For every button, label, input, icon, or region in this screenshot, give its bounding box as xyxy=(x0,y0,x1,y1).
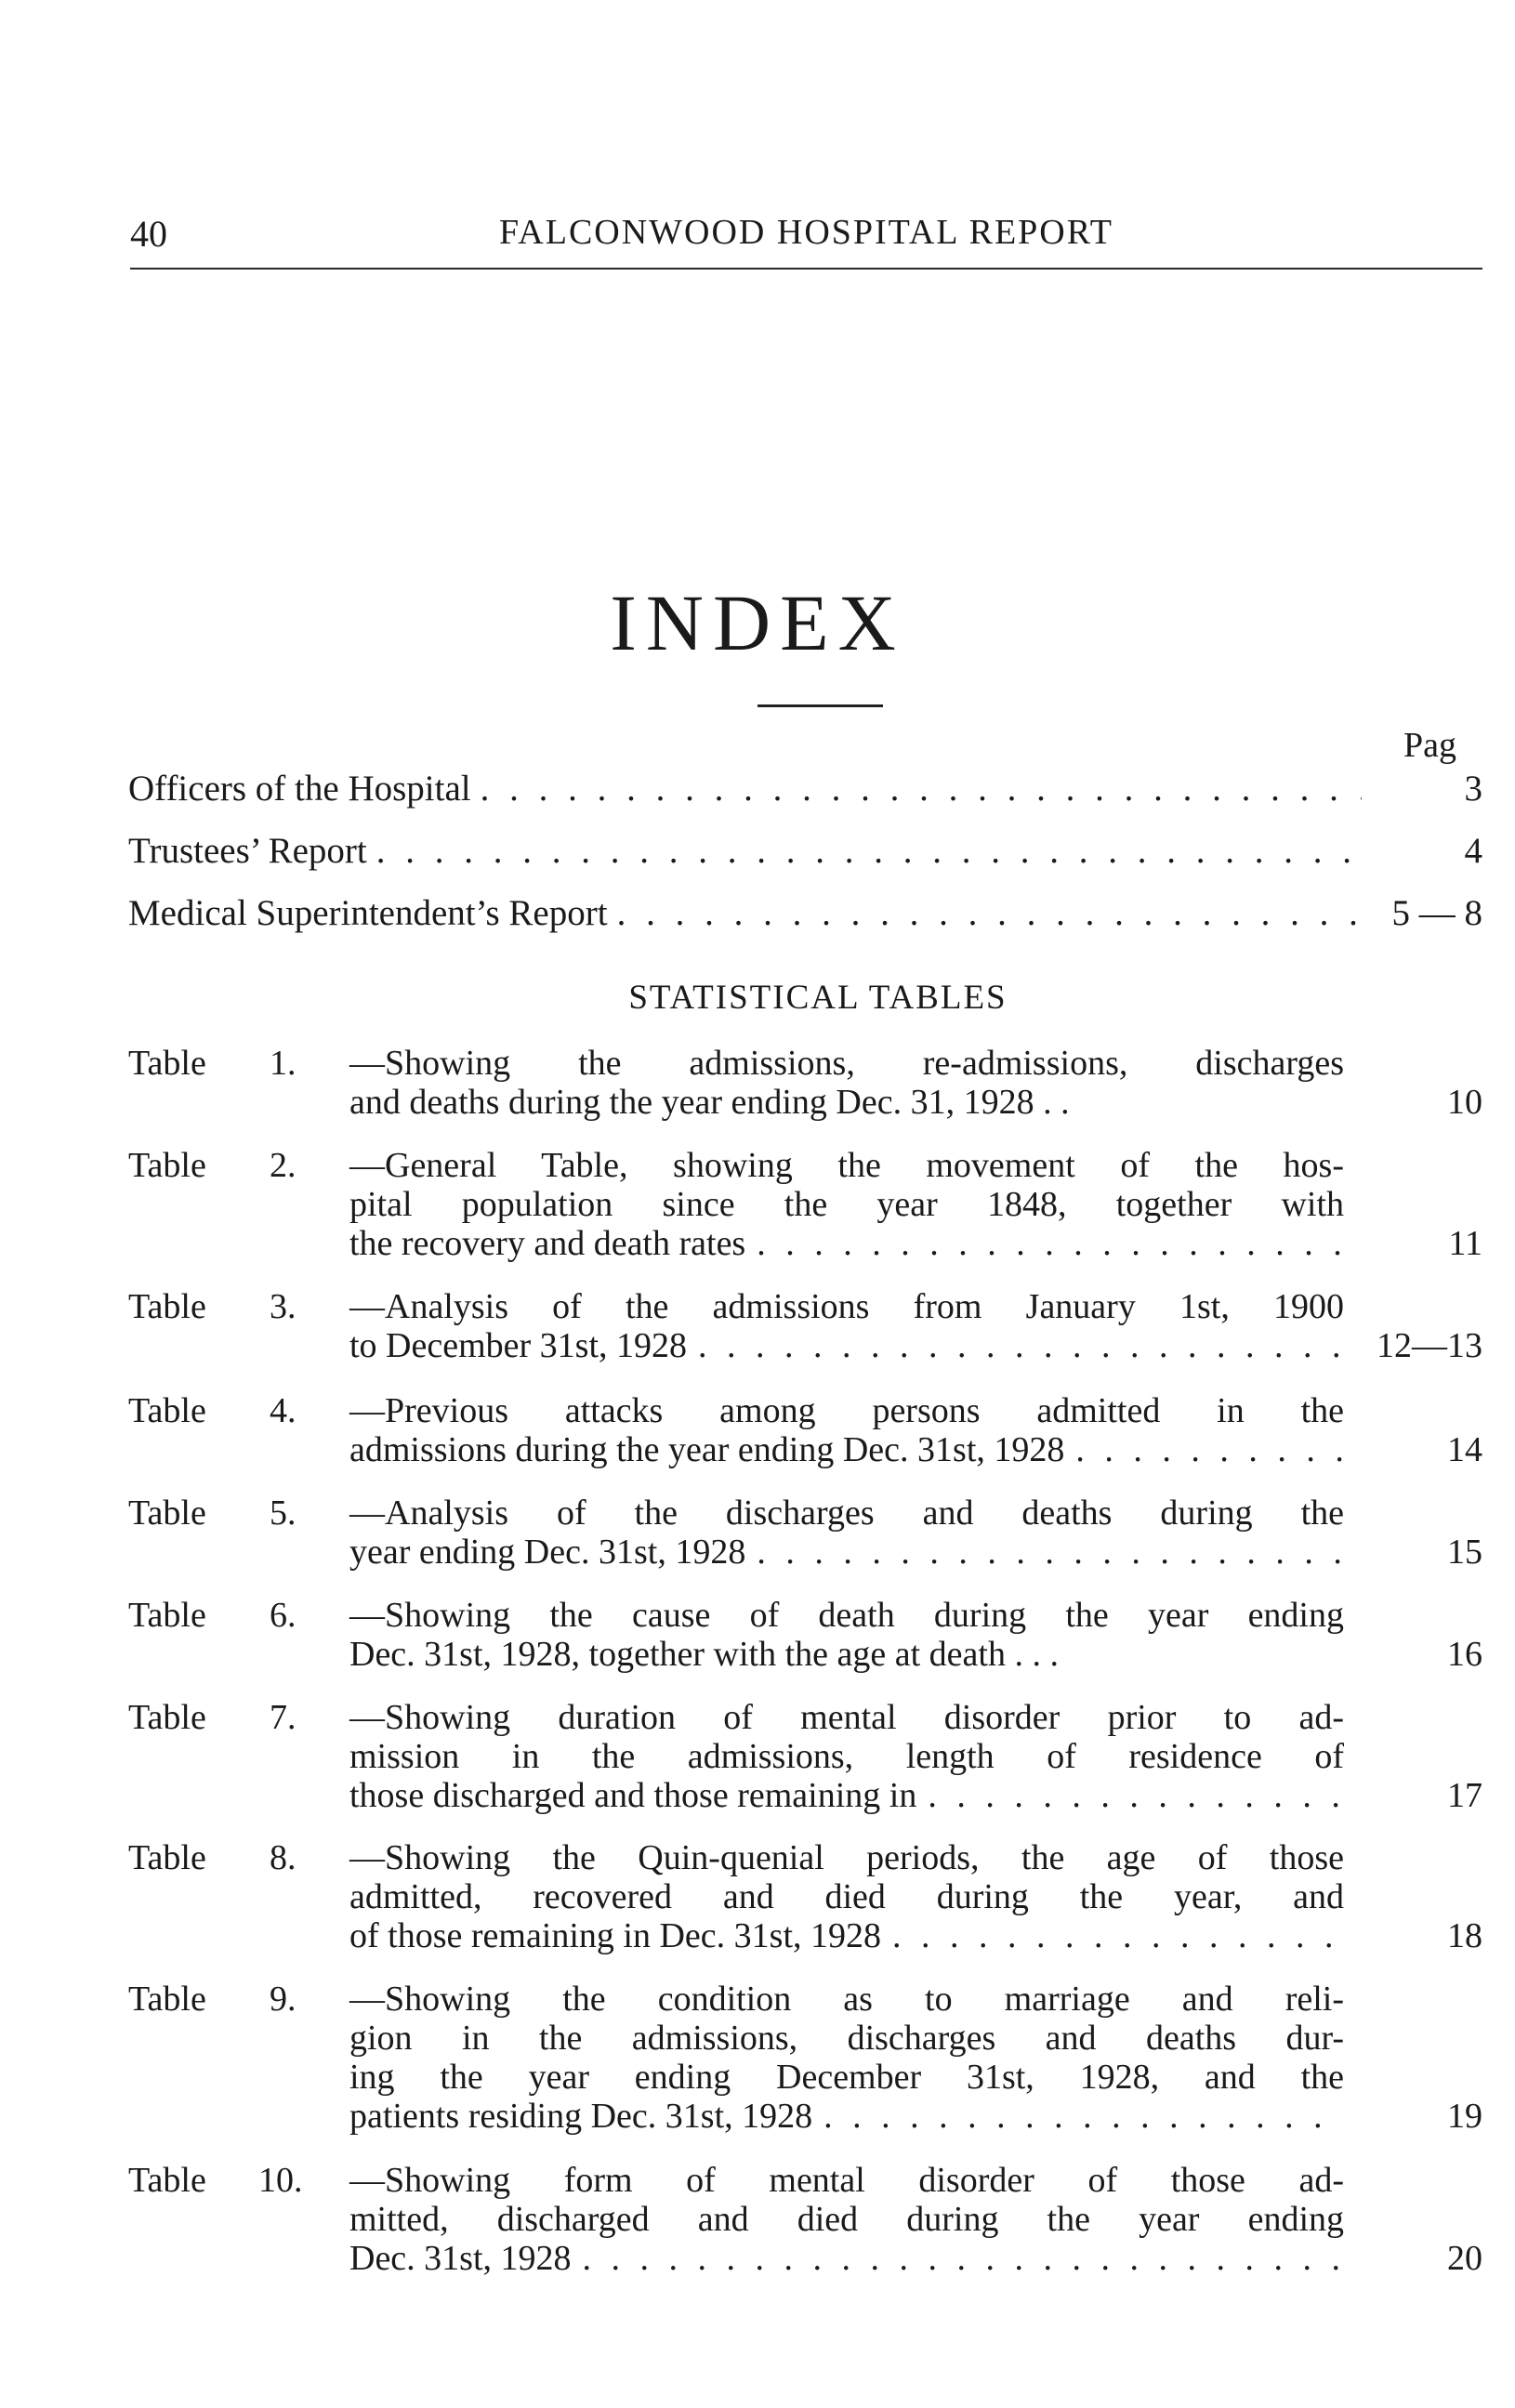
toc-entry xyxy=(128,768,1482,814)
description-text: of those remaining in Dec. 31st, 1928 xyxy=(349,1916,882,1955)
description-line xyxy=(349,1737,1344,1776)
table-entry-label: Table xyxy=(128,1287,206,1326)
dot-leader xyxy=(757,1224,1344,1263)
description-line xyxy=(349,1980,1344,2019)
table-entry-page: 15 xyxy=(1447,1533,1482,1572)
description-line xyxy=(349,1083,1344,1122)
page-header xyxy=(130,212,1482,268)
table-entry-label: Table xyxy=(128,1146,206,1185)
table-entry-description xyxy=(349,1146,1344,1263)
toc-entry-page: 5 — 8 xyxy=(1391,893,1482,933)
table-entry-page: 17 xyxy=(1447,1776,1482,1815)
table-entry-description xyxy=(349,1596,1344,1674)
description-text: —Analysis of the admissions from January 1st, 1900 xyxy=(349,1287,1344,1326)
description-line xyxy=(349,1430,1344,1469)
table-entry-label: Table xyxy=(128,1044,206,1083)
table-entry-description xyxy=(349,2161,1344,2278)
dot-leader xyxy=(376,830,1362,872)
description-text: —General Table, showing the movement of the hos- xyxy=(349,1146,1344,1185)
description-text: gion in the admissions, discharges and deaths dur- xyxy=(349,2019,1344,2058)
dot-leader xyxy=(757,1533,1344,1572)
description-text: —Showing duration of mental disorder prior to ad- xyxy=(349,1698,1344,1737)
description-text: mission in the admissions, length of residence of xyxy=(349,1737,1344,1776)
description-line xyxy=(349,2161,1344,2200)
running-title: FALCONWOOD HOSPITAL REPORT xyxy=(498,213,1114,252)
description-line xyxy=(349,1916,1344,1955)
description-line xyxy=(349,1493,1344,1533)
table-entry-page: 14 xyxy=(1447,1430,1482,1469)
description-line xyxy=(349,1391,1344,1430)
dot-leader xyxy=(583,2239,1344,2278)
description-text: —Showing the Quin-quenial periods, the age of those xyxy=(349,1838,1344,1877)
table-entry-number: 2. xyxy=(270,1146,296,1185)
description-text: year ending Dec. 31st, 1928 xyxy=(349,1533,746,1572)
page-number: 40 xyxy=(130,213,167,255)
toc-entry-page: 3 xyxy=(1464,769,1482,809)
table-entry-label: Table xyxy=(128,2161,206,2200)
description-text: pital population since the year 1848, together with xyxy=(349,1185,1344,1224)
table-entry-label: Table xyxy=(128,1596,206,1635)
description-line xyxy=(349,1224,1344,1263)
description-text: mitted, discharged and died during the year ending xyxy=(349,2200,1344,2239)
dot-leader xyxy=(481,768,1362,809)
title-rule xyxy=(758,704,883,707)
table-entry-number: 4. xyxy=(270,1391,296,1430)
dot-leader xyxy=(698,1326,1344,1365)
dot-leader xyxy=(823,2097,1344,2136)
description-line xyxy=(349,2097,1344,2136)
table-entry-number: 7. xyxy=(270,1698,296,1737)
description-text: —Showing form of mental disorder of those ad- xyxy=(349,2161,1344,2200)
table-entry-number: 3. xyxy=(270,1287,296,1326)
table-entry-page: 10 xyxy=(1447,1083,1482,1122)
description-text: the recovery and death rates xyxy=(349,1224,746,1263)
section-heading: STATISTICAL TABLES xyxy=(628,979,1008,1017)
toc-entry-label: Officers of the Hospital xyxy=(128,769,471,809)
toc-entry-page: 4 xyxy=(1464,831,1482,871)
description-line xyxy=(349,2019,1344,2058)
description-line xyxy=(349,1044,1344,1083)
description-line xyxy=(349,1838,1344,1877)
table-entry-label: Table xyxy=(128,1391,206,1430)
table-entry-description xyxy=(349,1838,1344,1955)
description-text: —Analysis of the discharges and deaths during the xyxy=(349,1493,1344,1533)
table-entry-number: 6. xyxy=(270,1596,296,1635)
description-text: admissions during the year ending Dec. 31st, 1928 xyxy=(349,1430,1065,1469)
description-text: and deaths during the year ending Dec. 31, 1928 . . xyxy=(349,1083,1070,1122)
dot-leader xyxy=(892,1916,1344,1955)
header-rule xyxy=(130,268,1482,270)
description-text: those discharged and those remaining in xyxy=(349,1776,917,1815)
toc-entry xyxy=(128,892,1482,939)
description-text: Dec. 31st, 1928 xyxy=(349,2239,572,2278)
description-line xyxy=(349,1287,1344,1326)
table-entry-page: 20 xyxy=(1447,2239,1482,2278)
table-entry-page: 19 xyxy=(1447,2097,1482,2136)
table-entry-number: 9. xyxy=(270,1980,296,2019)
table-entry-label: Table xyxy=(128,1838,206,1877)
description-line xyxy=(349,1146,1344,1185)
description-text: —Showing the condition as to marriage and reli- xyxy=(349,1980,1344,2019)
table-entry-description xyxy=(349,1044,1344,1122)
table-entry-number: 10. xyxy=(258,2161,303,2200)
table-entry-label: Table xyxy=(128,1493,206,1533)
description-text: admitted, recovered and died during the year, and xyxy=(349,1877,1344,1916)
table-entry-page: 16 xyxy=(1447,1635,1482,1674)
description-line xyxy=(349,1326,1344,1365)
description-text: ing the year ending December 31st, 1928, and the xyxy=(349,2058,1344,2097)
dot-leader xyxy=(928,1776,1344,1815)
description-text: patients residing Dec. 31st, 1928 xyxy=(349,2097,813,2136)
description-text: —Showing the cause of death during the year ending xyxy=(349,1596,1344,1635)
toc-entry-label: Medical Superintendent’s Report xyxy=(128,893,608,933)
description-line xyxy=(349,1596,1344,1635)
description-text: to December 31st, 1928 xyxy=(349,1326,688,1365)
table-entry-description xyxy=(349,1980,1344,2136)
table-entry-label: Table xyxy=(128,1698,206,1737)
table-entry-number: 5. xyxy=(270,1493,296,1533)
description-line xyxy=(349,1635,1344,1674)
dot-leader xyxy=(617,892,1362,934)
description-line xyxy=(349,1698,1344,1737)
toc-entry xyxy=(128,830,1482,876)
description-line xyxy=(349,1185,1344,1224)
toc-entry-label: Trustees’ Report xyxy=(128,831,367,871)
description-text: —Previous attacks among persons admitted in the xyxy=(349,1391,1344,1430)
description-line xyxy=(349,1776,1344,1815)
dot-leader xyxy=(1075,1430,1344,1469)
table-entry-page: 12—13 xyxy=(1377,1326,1482,1365)
table-entry-description xyxy=(349,1698,1344,1815)
index-title: INDEX xyxy=(610,578,905,667)
description-line xyxy=(349,2058,1344,2097)
table-entry-label: Table xyxy=(128,1980,206,2019)
description-line xyxy=(349,1877,1344,1916)
table-entry-description xyxy=(349,1391,1344,1469)
description-line xyxy=(349,2239,1344,2278)
table-entry-page: 18 xyxy=(1447,1916,1482,1955)
description-line xyxy=(349,1533,1344,1572)
table-entry-description xyxy=(349,1493,1344,1572)
description-text: —Showing the admissions, re-admissions, discharges xyxy=(349,1044,1344,1083)
table-entry-description xyxy=(349,1287,1344,1365)
page-column-heading: Pag xyxy=(1403,726,1456,765)
description-line xyxy=(349,2200,1344,2239)
table-entry-number: 1. xyxy=(270,1044,296,1083)
description-text: Dec. 31st, 1928, together with the age at death . . . xyxy=(349,1635,1059,1674)
table-entry-number: 8. xyxy=(270,1838,296,1877)
table-entry-page: 11 xyxy=(1448,1224,1482,1263)
